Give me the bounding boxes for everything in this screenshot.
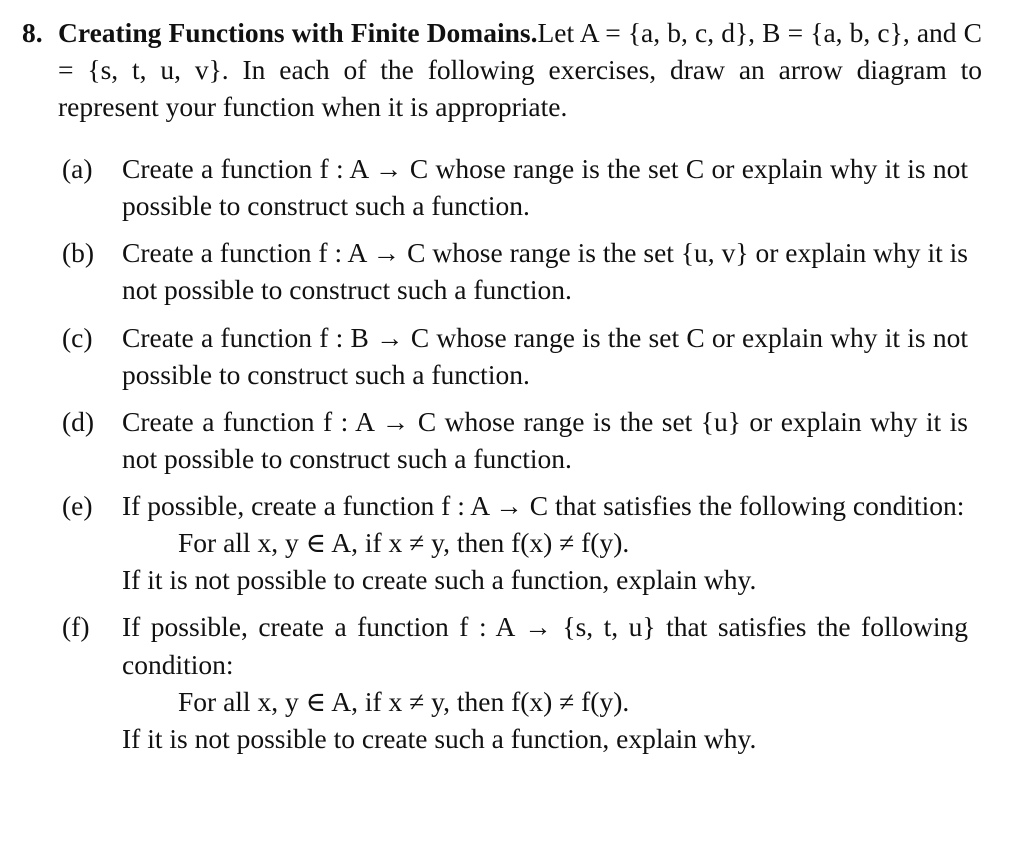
part-text: If possible, create a function f : A → {s, t, u} that satisfies the following condition: bbox=[122, 611, 968, 680]
part-label: (d) bbox=[62, 405, 95, 437]
part-text: Create a function f : A → C whose range is the set {u, v} or explain why it is not possible to construct such a function. bbox=[122, 237, 968, 306]
part-condition: For all x, y ∈ A, if x ≠ y, then f(x) ≠ f(y). bbox=[178, 527, 630, 559]
problem-number: 8. bbox=[22, 17, 43, 48]
part-text: Create a function f : A → C whose range is the set C or explain why it is not possible to construct such a function. bbox=[122, 153, 968, 222]
problem-8 bbox=[22, 14, 982, 125]
part-text: If possible, create a function f : A → C that satisfies the following condition: bbox=[122, 490, 965, 521]
part-condition: For all x, y ∈ A, if x ≠ y, then f(x) ≠ f(y). bbox=[178, 685, 630, 717]
part-a bbox=[62, 150, 968, 224]
part-e bbox=[62, 487, 968, 598]
part-text: Create a function f : B → C whose range is the set C or explain why it is not possible to construct such a function. bbox=[122, 321, 968, 390]
part-after-text: If it is not possible to create such a function, explain why. bbox=[122, 722, 757, 754]
exercise-parts bbox=[62, 150, 968, 767]
part-label: (b) bbox=[62, 237, 95, 269]
problem-header bbox=[22, 14, 982, 125]
part-f bbox=[62, 608, 968, 757]
part-text: Create a function f : A → C whose range is the set {u} or explain why it is not possible to construct such a function. bbox=[122, 405, 968, 474]
part-after-text: If it is not possible to create such a function, explain why. bbox=[122, 564, 757, 596]
part-label: (c) bbox=[62, 321, 93, 353]
part-c bbox=[62, 319, 968, 393]
part-label: (a) bbox=[62, 153, 93, 184]
problem-intro bbox=[58, 14, 982, 125]
problem-title: Creating Functions with Finite Domains. bbox=[58, 17, 538, 48]
part-d bbox=[62, 403, 968, 477]
part-b bbox=[62, 234, 968, 308]
part-label: (f) bbox=[62, 611, 90, 643]
problem-intro-text: Let A = {a, b, c, d}, B = {a, b, c}, and C = {s, t, u, v}. In each of the following exercises, draw an arrow diagram to represent your function when it is appropriate. bbox=[58, 17, 982, 123]
part-label: (e) bbox=[62, 490, 93, 521]
